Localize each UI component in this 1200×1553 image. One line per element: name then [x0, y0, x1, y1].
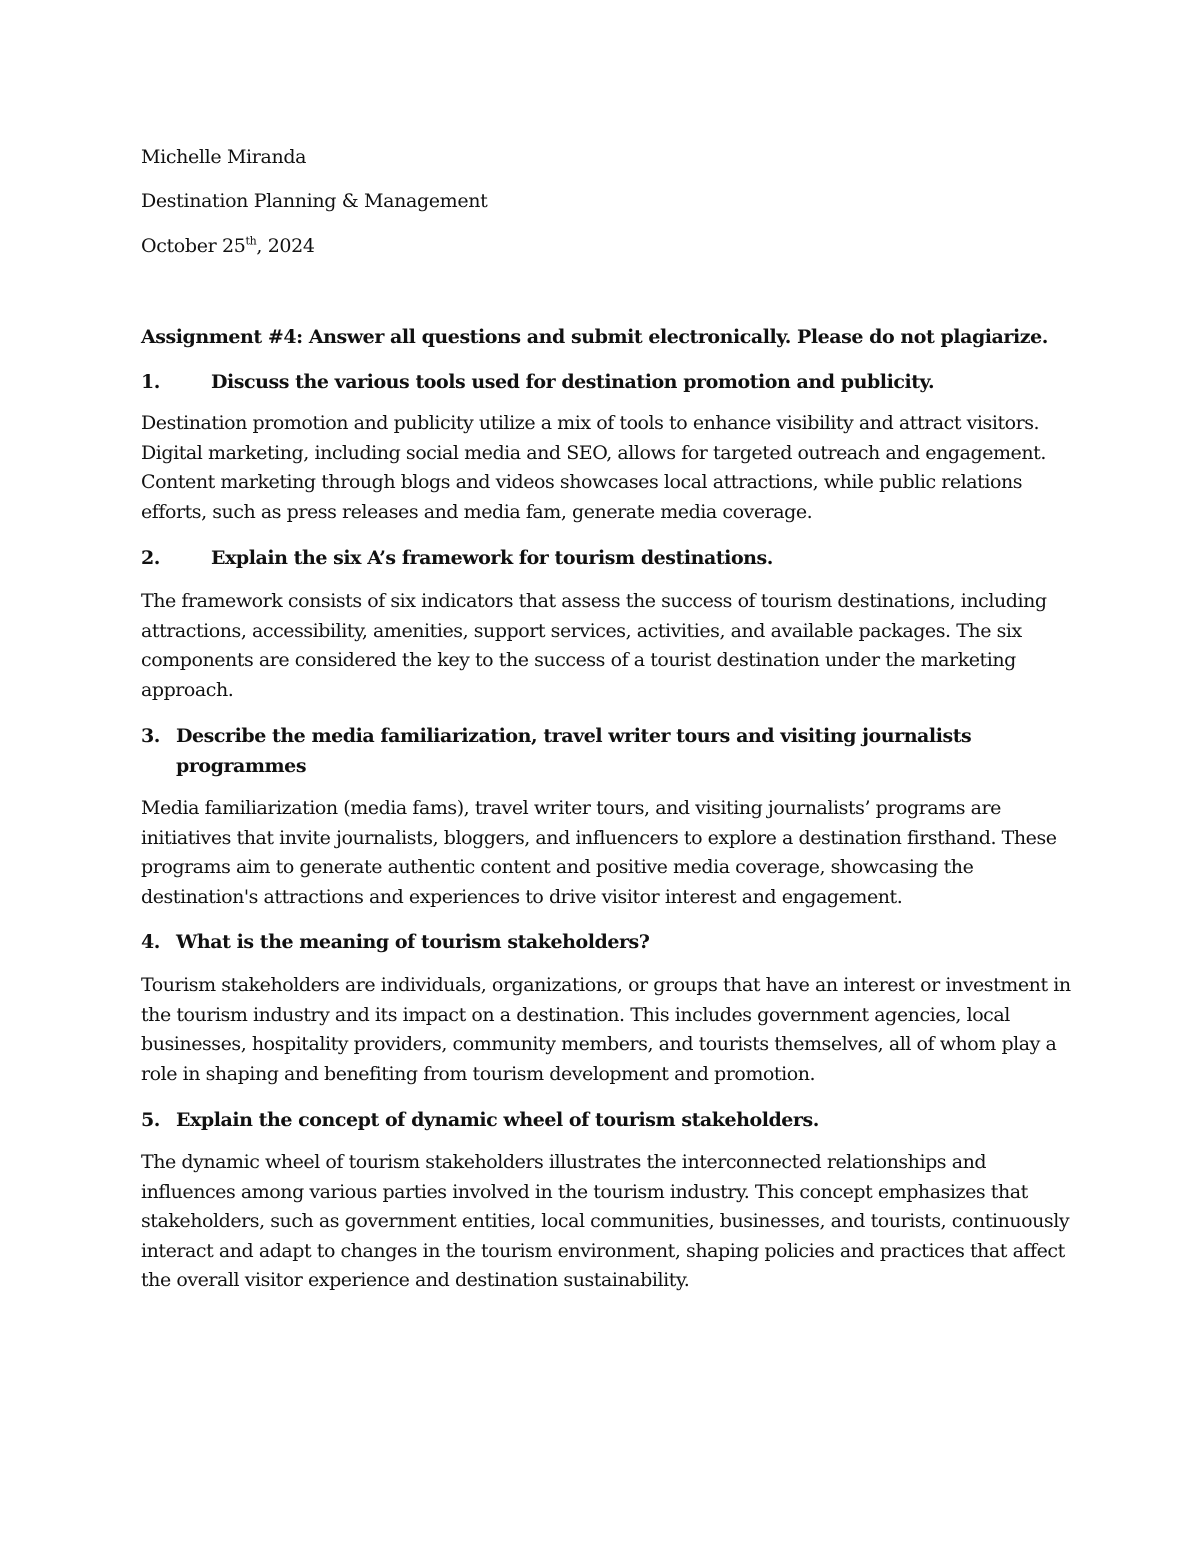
- answer-1: Destination promotion and publicity utilize a mix of tools to enhance visibility and attract visitors. Digital marketing, including social media and SEO, allows for targeted outreach and engagement. Content marketing through blogs and videos showcases local attractions, while public relations efforts, such as press releases and media fam, generate media coverage.: [141, 412, 1046, 523]
- question-3-continuation: programmes: [176, 755, 307, 777]
- question-2-number: 2.: [141, 547, 160, 569]
- question-1-text: Discuss the various tools used for destination promotion and publicity.: [211, 371, 935, 393]
- question-5: [141, 1108, 819, 1132]
- question-1: [141, 370, 934, 394]
- answer-4: Tourism stakeholders are individuals, organizations, or groups that have an interest or investment in the tourism industry and its impact on a destination. This includes government agencies, local businesses, hospitality providers, community members, and tourists themselves, all of whom play a role in shaping and benefiting from tourism development and promotion.: [141, 974, 1071, 1085]
- question-3-text-line1: Describe the media familiarization, travel writer tours and visiting journalists: [176, 725, 972, 747]
- question-2-text: Explain the six A’s framework for tourism destinations.: [211, 547, 773, 569]
- question-2: [141, 546, 773, 570]
- answer-5: The dynamic wheel of tourism stakeholders illustrates the interconnected relationships and influences among various parties involved in the tourism industry. This concept emphasizes that stakeholders, such as government entities, local communities, businesses, and tourists, continuously interact and adapt to changes in the tourism environment, shaping policies and practices that affect the overall visitor experience and destination sustainability.: [141, 1151, 1070, 1292]
- assignment-title: Assignment #4: Answer all questions and submit electronically. Please do not plagiarize.: [141, 326, 1048, 348]
- document-date: [141, 234, 315, 258]
- question-4-number: 4.: [141, 931, 160, 953]
- answer-3: Media familiarization (media fams), travel writer tours, and visiting journalists’ programs are initiatives that invite journalists, bloggers, and influencers to explore a destination firsthand. These programs aim to generate authentic content and positive media coverage, showcasing the destination's attractions and experiences to drive visitor interest and engagement.: [141, 797, 1057, 908]
- question-5-text: Explain the concept of dynamic wheel of tourism stakeholders.: [176, 1109, 819, 1131]
- question-3: [141, 724, 971, 748]
- date-suffix: , 2024: [256, 235, 315, 257]
- question-5-number: 5.: [141, 1109, 160, 1131]
- date-prefix: October 25: [141, 235, 246, 257]
- question-1-number: 1.: [141, 371, 160, 393]
- course-name: Destination Planning & Management: [141, 190, 488, 212]
- question-4: [141, 930, 649, 954]
- author-name: Michelle Miranda: [141, 146, 307, 168]
- date-superscript: th: [245, 234, 257, 248]
- answer-2: The framework consists of six indicators that assess the success of tourism destinations, including attractions, accessibility, amenities, support services, activities, and available packages. The six components are considered the key to the success of a tourist destination under the marketing approach.: [141, 590, 1047, 701]
- question-3-number: 3.: [141, 725, 160, 747]
- question-4-text: What is the meaning of tourism stakeholders?: [176, 931, 650, 953]
